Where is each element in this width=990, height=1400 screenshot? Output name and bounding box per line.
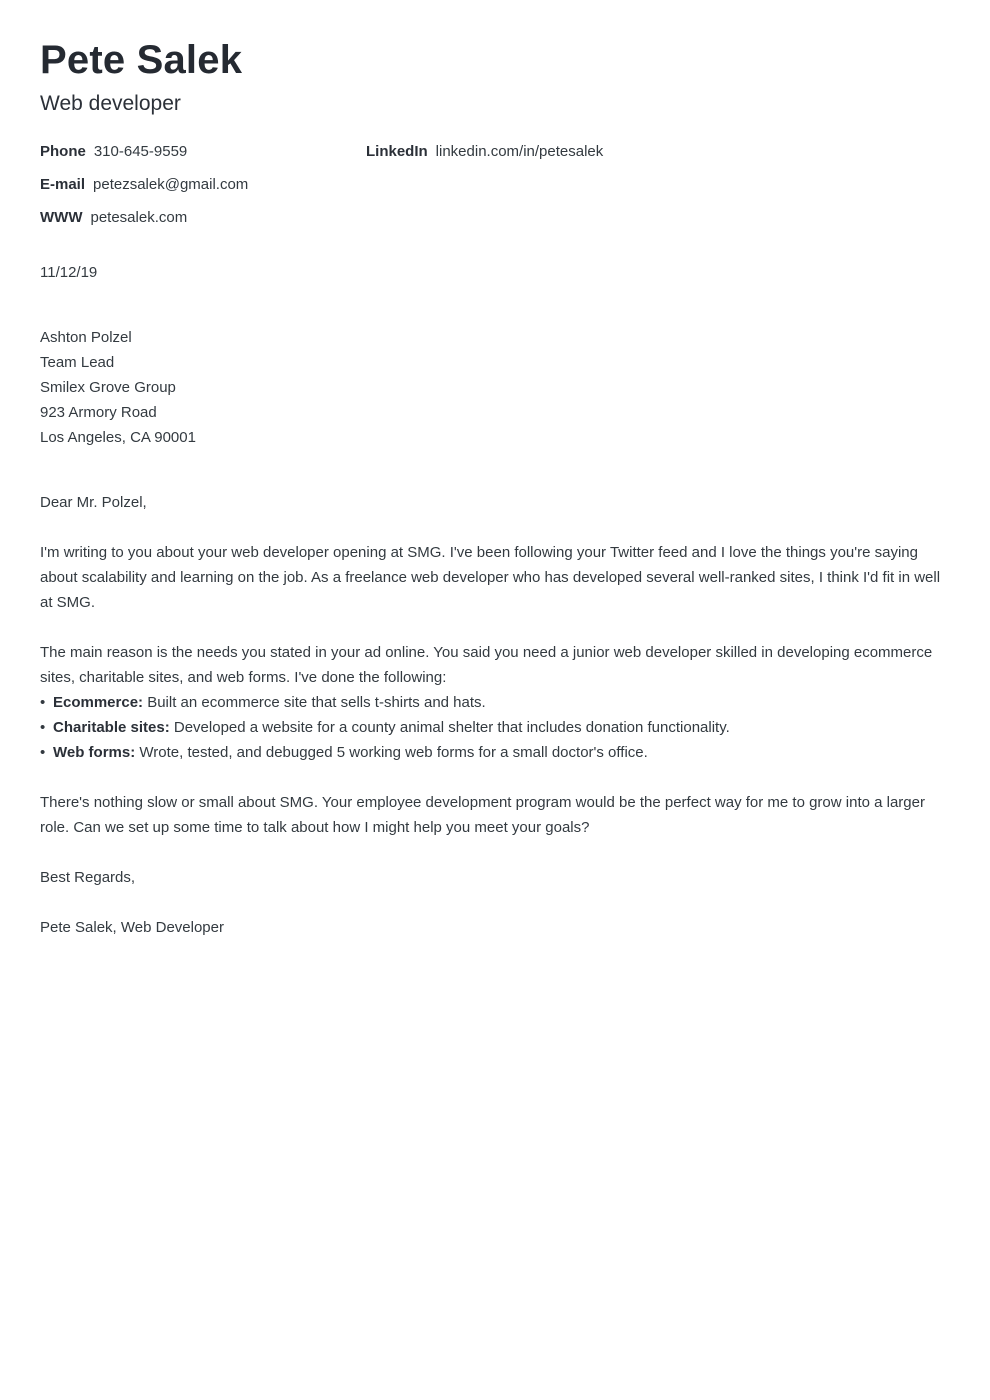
list-item-text: Developed a website for a county animal shelter that includes donation functionality. [169,719,730,736]
bullet-marker: • [40,719,46,736]
list-item-title: Charitable sites: [53,719,170,736]
contact-phone [40,142,187,162]
letter-paragraph-1: I'm writing to you about your web developer opening at SMG. I've been following your Twitter feed and I love the things you're saying about scalability and learning on the job. As a freelance web developer who has developed several well-ranked sites, I think I'd fit in well at SMG. [40,544,941,611]
bullet-marker: • [40,744,46,761]
contact-email [40,175,248,195]
list-item [40,740,950,765]
list-item-text: Built an ecommerce site that sells t-shirts and hats. [143,694,486,711]
contact-www-label: WWW [40,209,83,226]
contact-linkedin [366,142,603,162]
list-item [40,690,950,715]
applicant-name: Pete Salek [40,38,243,82]
recipient-name: Ashton Polzel [40,329,132,346]
contact-phone-label: Phone [40,143,86,160]
list-item [40,715,950,740]
recipient-street: 923 Armory Road [40,404,157,421]
applicant-role: Web developer [40,92,181,115]
letter-greeting: Dear Mr. Polzel, [40,494,147,511]
recipient-title: Team Lead [40,354,115,371]
list-item-text: Wrote, tested, and debugged 5 working web forms for a small doctor's office. [135,744,648,761]
letter-signature: Pete Salek, Web Developer [40,919,224,936]
letter-closing: Best Regards, [40,869,136,886]
letter-paragraph-3: There's nothing slow or small about SMG. Your employee development program would be the perfect way for me to grow into a larger role. Can we set up some time to talk about how I might help you meet your goals? [40,794,925,836]
recipient-block [40,325,196,450]
contact-email-value: petezsalek@gmail.com [93,176,249,193]
letter-body [40,490,950,965]
letter-paragraph-2: The main reason is the needs you stated in your ad online. You said you need a junior web developer skilled in developing ecommerce sites, charitable sites, and web forms. I've done the following: [40,644,933,686]
contact-linkedin-value: linkedin.com/in/petesalek [435,143,604,160]
recipient-city: Los Angeles, CA 90001 [40,429,196,446]
contact-email-label: E-mail [40,176,86,193]
list-item-title: Ecommerce: [53,694,144,711]
achievements-list [40,690,950,765]
contact-www-value: petesalek.com [90,209,188,226]
list-item-title: Web forms: [53,744,136,761]
recipient-company: Smilex Grove Group [40,379,176,396]
bullet-marker: • [40,694,46,711]
letter-date: 11/12/19 [40,264,98,281]
contact-linkedin-label: LinkedIn [366,143,428,160]
contact-phone-value: 310-645-9559 [93,143,188,160]
contact-www [40,208,187,228]
